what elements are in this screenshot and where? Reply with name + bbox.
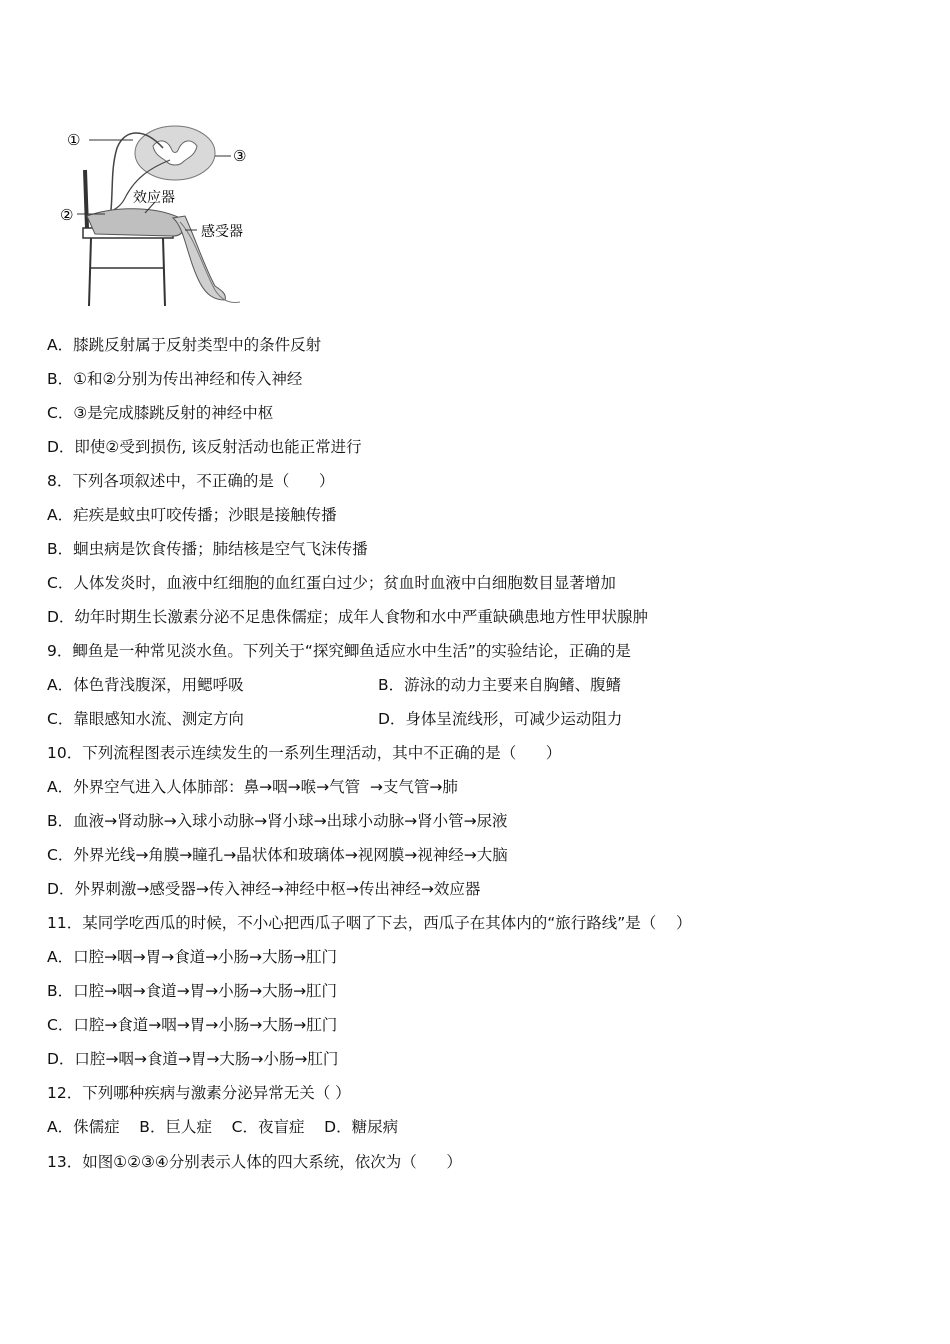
q8-option-a: A．疟疾是蚊虫叮咬传播；沙眼是接触传播: [47, 506, 337, 524]
q9-option-b: B．游泳的动力主要来自胸鳍、腹鳍: [378, 676, 622, 694]
chair-leg-front-right: [163, 238, 165, 306]
q12-stem: 12．下列哪种疾病与激素分泌异常无关（ ）: [47, 1084, 351, 1102]
q11-option-b: B．口腔→咽→食道→胃→小肠→大肠→肛门: [47, 982, 338, 1000]
q8-option-d: D．幼年时期生长激素分泌不足患侏儒症；成年人食物和水中严重缺碘患地方性甲状腺肿: [47, 608, 648, 626]
label-1: ①: [67, 131, 81, 149]
q11-option-a: A．口腔→咽→胃→食道→小肠→大肠→肛门: [47, 948, 338, 966]
q7-option-d: D．即使②受到损伤, 该反射活动也能正常进行: [47, 438, 362, 456]
q8-stem: 8．下列各项叙述中，不正确的是（ ）: [47, 472, 335, 490]
label-2: ②: [60, 206, 74, 224]
q8-option-b: B．蛔虫病是饮食传播；肺结核是空气飞沫传播: [47, 540, 368, 558]
q13-stem: 13．如图①②③④分别表示人体的四大系统，依次为（ ）: [47, 1153, 462, 1171]
q10-stem: 10．下列流程图表示连续发生的一系列生理活动，其中不正确的是（ ）: [47, 744, 562, 762]
reflex-diagram: [55, 118, 270, 313]
q11-option-d: D．口腔→咽→食道→胃→大肠→小肠→肛门: [47, 1050, 339, 1068]
label-effector: 效应器: [133, 190, 175, 206]
chair-back: [85, 170, 87, 228]
q10-option-c: C．外界光线→角膜→瞳孔→晶状体和玻璃体→视网膜→视神经→大脑: [47, 846, 508, 864]
q9-option-a: A．体色背浅腹深，用鳃呼吸: [47, 676, 244, 694]
thigh: [87, 209, 184, 236]
q10-option-d: D．外界刺激→感受器→传入神经→神经中枢→传出神经→效应器: [47, 880, 481, 898]
q11-option-c: C．口腔→食道→咽→胃→小肠→大肠→肛门: [47, 1016, 338, 1034]
q9-stem: 9．鲫鱼是一种常见淡水鱼。下列关于“探究鲫鱼适应水中生活”的实验结论，正确的是: [47, 642, 631, 660]
q11-stem: 11．某同学吃西瓜的时候，不小心把西瓜子咽了下去，西瓜子在其体内的“旅行路线”是（ ）: [47, 914, 692, 932]
q7-option-a: A．膝跳反射属于反射类型中的条件反射: [47, 336, 322, 354]
q10-option-b: B．血液→肾动脉→入球小动脉→肾小球→出球小动脉→肾小管→尿液: [47, 812, 508, 830]
q12-options: A．侏儒症 B．巨人症 C．夜盲症 D．糖尿病: [47, 1118, 399, 1136]
chair-leg-front-left: [89, 238, 91, 306]
label-3: ③: [233, 147, 247, 165]
q9-option-c: C．靠眼感知水流、测定方向: [47, 710, 244, 728]
q7-option-c: C．③是完成膝跳反射的神经中枢: [47, 404, 274, 422]
knee-jerk-reflex-figure: [55, 118, 270, 313]
q10-option-a: A．外界空气进入人体肺部：鼻→咽→喉→气管 →支气管→肺: [47, 778, 458, 796]
q9-option-d: D．身体呈流线形，可减少运动阻力: [378, 710, 623, 728]
q7-option-b: B．①和②分别为传出神经和传入神经: [47, 370, 303, 388]
label-receptor: 感受器: [201, 224, 243, 240]
q8-option-c: C．人体发炎时，血液中红细胞的血红蛋白过少；贫血时血液中白细胞数目显著增加: [47, 574, 616, 592]
